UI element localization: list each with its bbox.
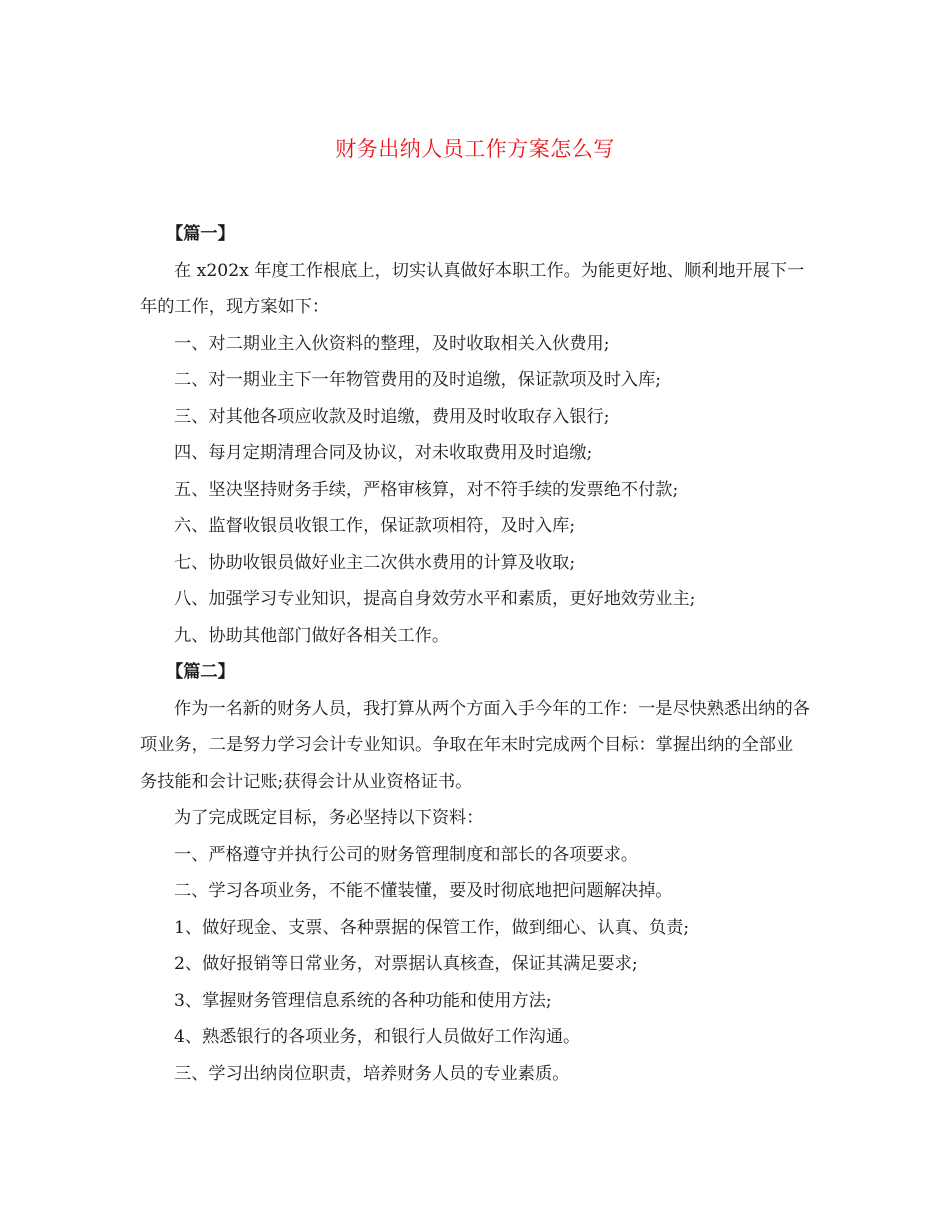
list-item: 三、学习出纳岗位职责，培养财务人员的专业素质。 [174,1063,570,1084]
list-item: 八、加强学习专业知识，提高自身效劳水平和素质，更好地效劳业主; [174,589,696,609]
list-item: 三、对其他各项应收款及时追缴，费用及时收取存入银行; [174,406,610,427]
paragraph: 为了完成既定目标，务必坚持以下资料： [174,808,484,828]
document-body [140,216,810,1092]
section-heading-2: 【篇二】 [166,662,235,682]
list-item: 一、严格遵守并执行公司的财务管理制度和部长的各项要求。 [174,844,639,865]
list-item: 一、对二期业主入伙资料的整理，及时收取相关入伙费用; [174,333,610,354]
list-item: 九、协助其他部门做好各相关工作。 [174,625,450,646]
document-title: 财务出纳人员工作方案怎么写 [335,137,615,161]
list-item: 1、做好现金、支票、各种票据的保管工作，做到细心、认真、负责; [174,917,690,938]
list-item: 五、坚决坚持财务手续，严格审核算，对不符手续的发票绝不付款; [174,479,679,500]
list-item: 二、学习各项业务，不能不懂装懂，要及时彻底地把问题解决掉。 [174,881,673,901]
paragraph: 在 x202x 年度工作根底上，切实认真做好本职工作。为能更好地、顺利地开展下一年的工作，现方案如下： [140,260,805,317]
list-item: 四、每月定期清理合同及协议，对未收取费用及时追缴; [174,443,593,463]
section-heading-1: 【篇一】 [166,224,235,244]
list-item: 4、熟悉银行的各项业务，和银行人员做好工作沟通。 [174,1027,581,1047]
list-item: 二、对一期业主下一年物管费用的及时追缴，保证款项及时入库; [174,370,662,390]
list-item: 六、监督收银员收银工作，保证款项相符，及时入库; [174,516,576,536]
list-item: 3、掌握财务管理信息系统的各种功能和使用方法; [174,990,552,1011]
list-item: 2、做好报销等日常业务，对票据认真核查，保证其满足要求; [174,954,638,974]
list-item: 七、协助收银员做好业主二次供水费用的计算及收取; [174,552,576,573]
paragraph: 作为一名新的财务人员，我打算从两个方面入手今年的工作：一是尽快熟悉出纳的各项业务，二是努力学习会计专业知识。争取在年末时完成两个目标：掌握出纳的全部业务技能和会计记账;获得会计从业资格证书。 [140,698,810,792]
